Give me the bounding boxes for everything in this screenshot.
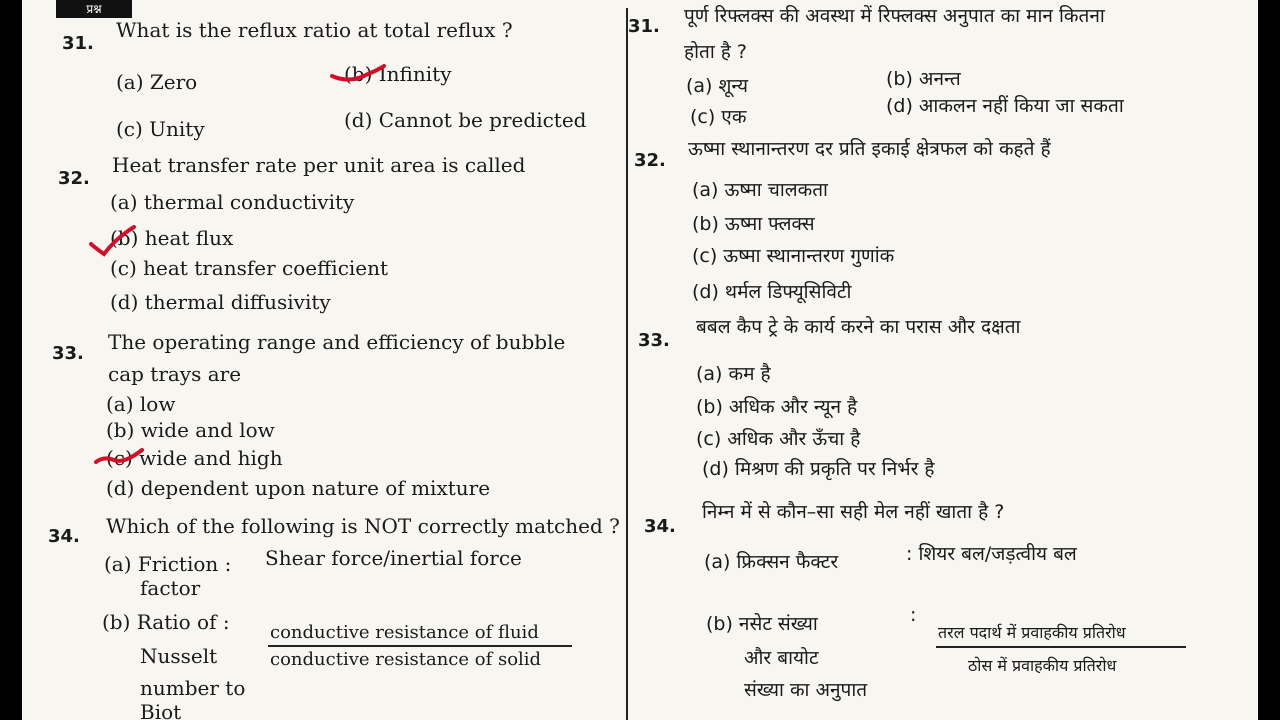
fraction-numerator: conductive resistance of fluid [270, 622, 539, 643]
option-b-label-cont: और बायोट [744, 647, 819, 669]
option-b-label: (b) नसेट संख्या [706, 613, 818, 635]
option-c: (c) अधिक और ऊँचा है [696, 428, 861, 450]
question-number: 31. [628, 16, 660, 37]
option-d: (d) Cannot be predicted [344, 108, 587, 132]
header-mark: प्रश्न [56, 0, 132, 18]
fraction-bar [268, 645, 572, 647]
option-a-label: (a) फ्रिक्सन फैक्टर [704, 551, 839, 573]
question-text: निम्न में से कौन–सा सही मेल नहीं खाता है ? [702, 501, 1005, 523]
option-a-value: Shear force/inertial force [265, 546, 522, 570]
fraction-denominator: ठोस में प्रवाहकीय प्रतिरोध [968, 656, 1117, 675]
option-d: (d) थर्मल डिफ्यूसिविटी [692, 281, 852, 303]
option-b-label-cont: संख्या का अनुपात [744, 679, 868, 701]
question-text-line1: The operating range and efficiency of bubble [108, 330, 566, 354]
question-text: Heat transfer rate per unit area is called [112, 153, 526, 177]
question-number: 32. [634, 150, 666, 171]
question-text-line2: cap trays are [108, 362, 242, 386]
option-d: (d) मिश्रण की प्रकृति पर निर्भर है [702, 458, 935, 480]
question-number: 33. [638, 330, 670, 351]
fraction-denominator: conductive resistance of solid [270, 649, 542, 670]
question-number: 33. [52, 343, 84, 364]
fraction-numerator: तरल पदार्थ में प्रवाहकीय प्रतिरोध [938, 623, 1126, 642]
option-b: (b) ऊष्मा फ्लक्स [692, 213, 815, 235]
option-a: (a) thermal conductivity [110, 190, 355, 214]
option-c: (c) wide and high [106, 446, 283, 470]
option-b-colon: : [910, 604, 917, 626]
answer-mark-icon [328, 62, 388, 86]
question-number: 34. [48, 526, 80, 547]
option-d: (d) आकलन नहीं किया जा सकता [886, 95, 1124, 117]
option-a: (a) Zero [116, 70, 198, 94]
option-b-label-cont: Nusselt [140, 644, 218, 668]
option-a: (a) कम है [696, 363, 771, 385]
option-d: (d) dependent upon nature of mixture [106, 476, 491, 500]
option-a: (a) ऊष्मा चालकता [692, 179, 828, 201]
option-a: (a) low [106, 392, 176, 416]
question-text-line2: होता है ? [684, 41, 748, 63]
option-d: (d) thermal diffusivity [110, 290, 331, 314]
question-text: बबल कैप ट्रे के कार्य करने का परास और दक्षता [696, 316, 1021, 338]
answer-mark-icon [94, 446, 146, 470]
option-b: (b) wide and low [106, 418, 275, 442]
fraction-bar [936, 646, 1186, 648]
option-b: (b) अधिक और न्यून है [696, 396, 858, 418]
option-b: (b) heat flux [110, 226, 234, 250]
option-c: (c) ऊष्मा स्थानान्तरण गुणांक [692, 245, 895, 267]
option-a: (a) शून्य [686, 75, 749, 97]
question-number: 31. [62, 33, 94, 54]
option-a-value: : शियर बल/जड़त्वीय बल [906, 543, 1077, 565]
option-a-label-cont: factor [140, 576, 201, 600]
option-b-label: (b) Ratio of : [102, 610, 230, 634]
option-b-label-cont: Biot [140, 700, 182, 720]
column-divider [626, 8, 628, 720]
option-a-label: (a) Friction : [104, 552, 232, 576]
option-c: (c) Unity [116, 117, 205, 141]
question-number: 32. [58, 168, 90, 189]
option-b-label-cont: number to [140, 676, 246, 700]
exam-page [22, 0, 1258, 720]
question-text: What is the reflux ratio at total reflux ? [116, 18, 513, 42]
question-text: Which of the following is NOT correctly matched ? [106, 514, 620, 538]
option-b: (b) अनन्त [886, 68, 961, 90]
option-c: (c) heat transfer coefficient [110, 256, 389, 280]
option-c: (c) एक [690, 106, 747, 128]
answer-mark-icon [88, 224, 140, 258]
question-number: 34. [644, 516, 676, 537]
question-text-line1: पूर्ण रिफ्लक्स की अवस्था में रिफ्लक्स अनुपात का मान कितना [684, 5, 1105, 27]
option-b: (b) Infinity [344, 62, 452, 86]
question-text: ऊष्मा स्थानान्तरण दर प्रति इकाई क्षेत्रफल को कहते हैं [688, 138, 1051, 160]
